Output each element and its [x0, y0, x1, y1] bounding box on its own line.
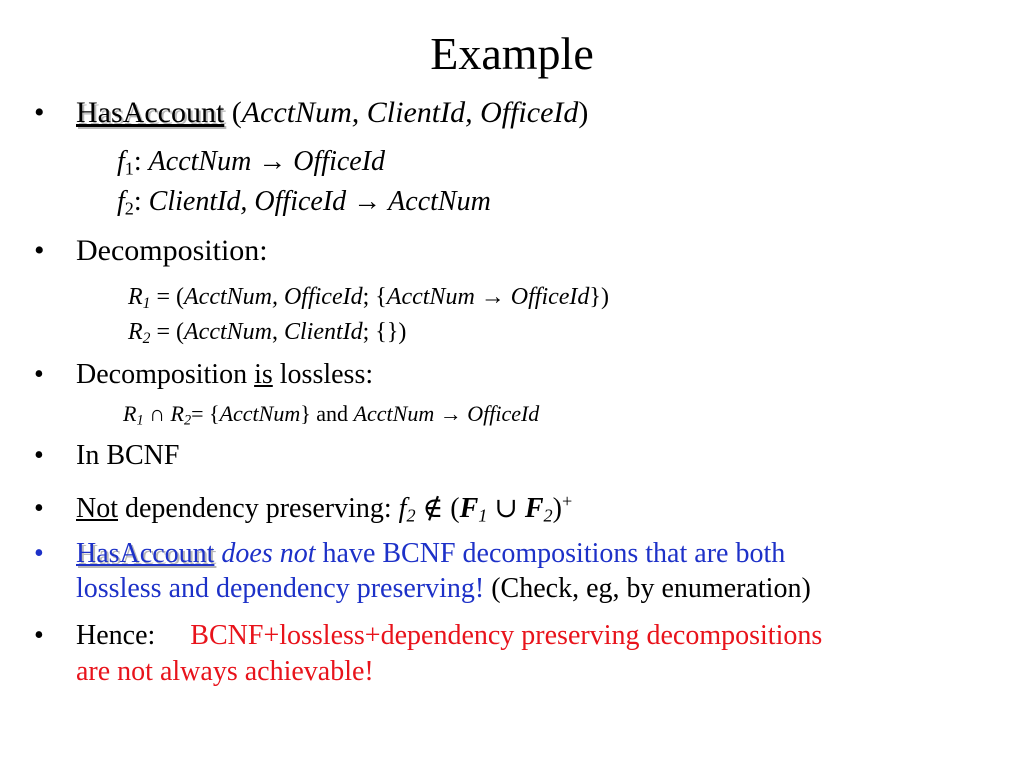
bullet-marker: • — [34, 96, 45, 129]
bullet-no-bcnf-decomposition-line2: lossless and dependency preserving! (Check, eg, by enumeration) — [76, 573, 811, 604]
fd-f1: $f_1$: AcctNum → OfficeId — [117, 146, 386, 179]
fd-f2: $f_2$: ClientId, OfficeId → AcctNum — [117, 186, 491, 219]
bullet-marker: • — [34, 620, 44, 651]
bullet-marker: • — [34, 359, 44, 390]
arrow-icon: → — [353, 186, 382, 217]
decomp-r2: $R_2$ = (AcctNum, ClientId; {}) — [128, 319, 407, 347]
decomp-r1: $R_1$ = (AcctNum, OfficeId; {AcctNum → OfficeId}) — [128, 284, 609, 312]
relation-name: HasAccount — [76, 96, 225, 129]
slide-title: Example — [430, 28, 594, 79]
arrow-icon: → — [439, 401, 462, 426]
not-subset-icon: ∉ ( — [415, 493, 460, 524]
bullet-marker: • — [34, 440, 44, 471]
bullet-marker: • — [34, 538, 44, 569]
arrow-icon: → — [258, 146, 287, 177]
bullet-marker: • — [34, 493, 44, 524]
relation-name: HasAccount — [76, 538, 215, 569]
arrow-icon: → — [480, 284, 505, 310]
intersection-line: $R_1$ ∩ $R_2=$ {AcctNum} and AcctNum → OfficeId — [123, 401, 540, 429]
bullet-marker: • — [34, 234, 45, 267]
intersection-icon: ∩ — [143, 401, 171, 426]
relation-attributes: AcctNum, ClientId, OfficeId — [241, 96, 579, 129]
bullet-hence-line2: are not always achievable! — [76, 656, 374, 687]
union-icon: ∪ — [487, 493, 525, 524]
